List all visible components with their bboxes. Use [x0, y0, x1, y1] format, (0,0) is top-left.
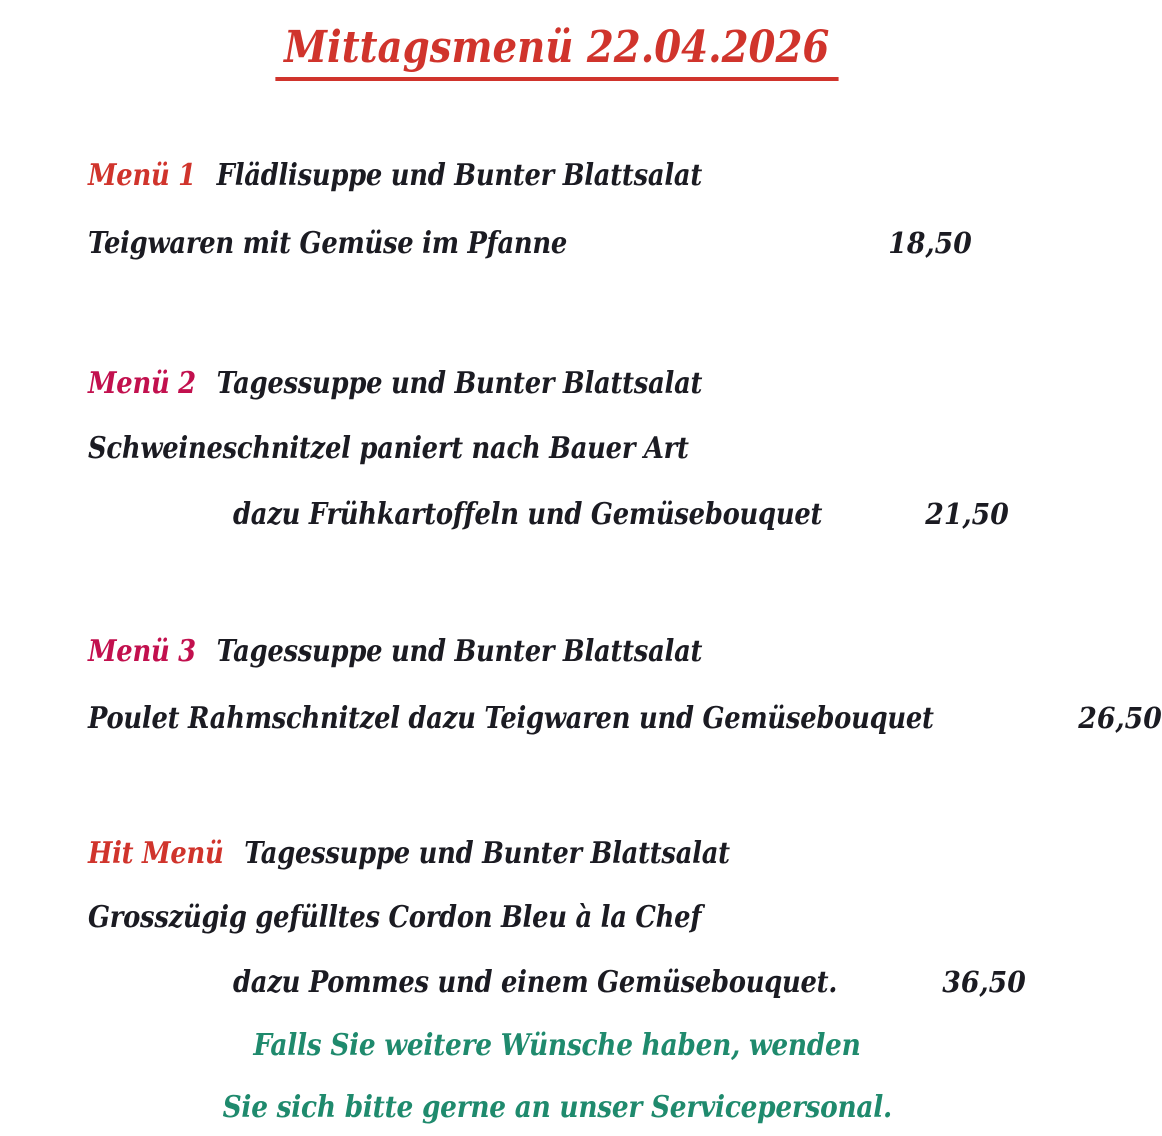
menu3-header-row [88, 634, 972, 670]
menu3-label: Menü 3 [88, 634, 196, 669]
menu3-main-group [88, 701, 934, 737]
hitmenu-label: Hit Menü [88, 836, 224, 871]
menu2-header-row [88, 366, 972, 402]
menu3-main-row [88, 700, 1162, 737]
hitmenu-side-row [88, 964, 1027, 1001]
hitmenu-price: 36,50 [942, 965, 1027, 999]
menu3-starter: Tagessuppe und Bunter Blattsalat [216, 634, 703, 669]
menu1-starter: Flädlisuppe und Bunter Blattsalat [216, 158, 702, 193]
hitmenu-header-row [88, 836, 972, 872]
menu2-side-course: dazu Frühkartoffeln und Gemüsebouquet [233, 497, 823, 532]
footer-note-line2: Sie sich bitte gerne an unser Servicepersonal. [222, 1090, 892, 1125]
hitmenu-header [88, 836, 730, 872]
menu1-main-course: Teigwaren mit Gemüse im Pfanne [88, 226, 568, 261]
menu3-price: 26,50 [1078, 701, 1162, 735]
menu3-main-course: Poulet Rahmschnitzel dazu Teigwaren und Gemüsebouquet [88, 701, 934, 736]
hitmenu-main-group [88, 900, 701, 936]
menu2-side-group [233, 497, 822, 533]
menu1-main-row [88, 225, 972, 262]
menu2-main-course: Schweineschnitzel paniert nach Bauer Art [88, 431, 689, 466]
menu1-label: Menü 1 [88, 158, 196, 193]
menu1-header-row [88, 158, 972, 194]
menu2-starter: Tagessuppe und Bunter Blattsalat [216, 366, 703, 401]
menu2-main-row [88, 431, 972, 467]
footer-note-line2-wrap [0, 1090, 1058, 1125]
hitmenu-main-row [88, 900, 972, 936]
menu1-header [88, 158, 702, 194]
footer-note-line1-wrap [0, 1028, 1058, 1063]
menu2-side-row [88, 496, 1009, 533]
hitmenu-side-group [233, 965, 837, 1001]
hitmenu-main-course: Grosszügig gefülltes Cordon Bleu à la Chef [88, 900, 702, 935]
page-title-wrap [0, 22, 1058, 81]
menu1-main-group [88, 226, 567, 262]
footer-note-line1: Falls Sie weitere Wünsche haben, wenden [253, 1028, 861, 1063]
menu2-header [88, 366, 702, 402]
menu3-header [88, 634, 702, 670]
menu1-price: 18,50 [888, 226, 972, 260]
menu2-main-group [88, 431, 689, 467]
menu2-label: Menü 2 [88, 366, 196, 401]
menu2-price: 21,50 [925, 497, 1009, 531]
page-title: Mittagsmenü 22.04.2026 [276, 22, 839, 81]
hitmenu-starter: Tagessuppe und Bunter Blattsalat [244, 836, 730, 871]
hitmenu-side-course: dazu Pommes und einem Gemüsebouquet. [233, 965, 838, 1000]
